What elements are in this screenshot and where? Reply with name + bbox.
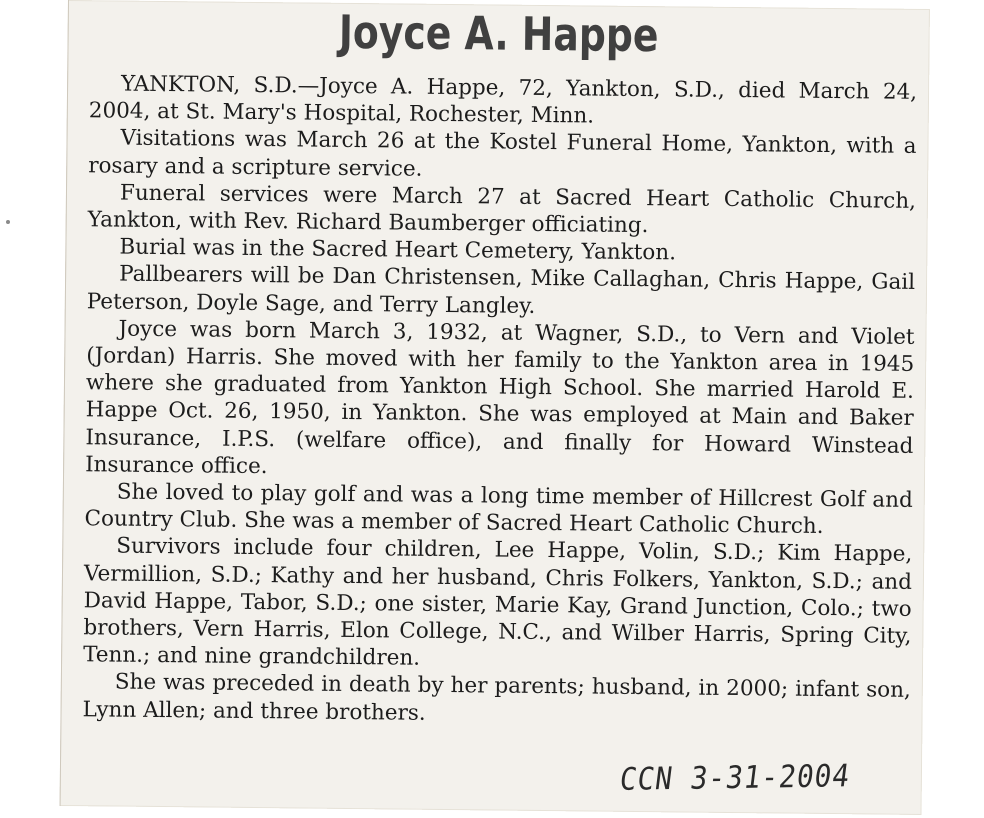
paragraph-burial: Burial was in the Sacred Heart Cemetery, Yankton. — [119, 234, 677, 266]
newspaper-clipping — [60, 0, 930, 815]
obituary-body — [82, 70, 917, 732]
paragraph-death-notice: YANKTON, S.D.—Joyce A. Happe, 72, Yankton, S.D., died March 24, 2004, at St. Mary's Hospital, Rochester, Minn. — [88, 71, 918, 129]
handwritten-date-note: CCN 3-31-2004 — [617, 758, 853, 798]
clipping-edge — [60, 0, 69, 806]
paragraph-interests: She loved to play golf and was a long time member of Hillcrest Golf and Country Club. She was a member of Sacred Heart Catholic Church. — [84, 479, 913, 540]
paragraph-visitation: Visitations was March 26 at the Kostel Funeral Home, Yankton, with a rosary and a scripture service. — [88, 125, 917, 182]
paragraph-biography: Joyce was born March 3, 1932, at Wagner, S.D., to Vern and Violet (Jordan) Harris. She moved with her family to the Yankton area in 1945 where she graduated from Yankton High School. She married Harold E. Happe Oct. 26, 1950, in Yankton. She was employed at Main and Baker Insurance, I.P.S. (welfare office), and finally for Howard Winstead Insurance office. — [85, 316, 915, 479]
paragraph-survivors: Survivors include four children, Lee Happe, Volin, S.D.; Kim Happe, Vermillion, S.D.; Kathy and her husband, Chris Folkers, Yankton, S.D.; and David Happe, Tabor, S.D.; one sister, Marie Kay, Grand Junction, Colo.; two brothers, Vern Harris, Elon College, N.C., and Wilber Harris, Spring City, Tenn.; and nine grandchildren. — [83, 533, 913, 671]
paragraph-preceded: She was preceded in death by her parents; husband, in 2000; infant son, Lynn Allen; and three brothers. — [82, 669, 911, 726]
paragraph-funeral: Funeral services were March 27 at Sacred Heart Catholic Church, Yankton, with Rev. Richard Baumberger officiating. — [87, 180, 917, 239]
obituary-headline: Joyce A. Happe — [338, 4, 659, 63]
paragraph-pallbearers: Pallbearers will be Dan Christensen, Mike Callaghan, Chris Happe, Gail Peterson, Doyle Sage, and Terry Langley. — [86, 261, 916, 319]
stray-ink-dot — [6, 220, 10, 224]
